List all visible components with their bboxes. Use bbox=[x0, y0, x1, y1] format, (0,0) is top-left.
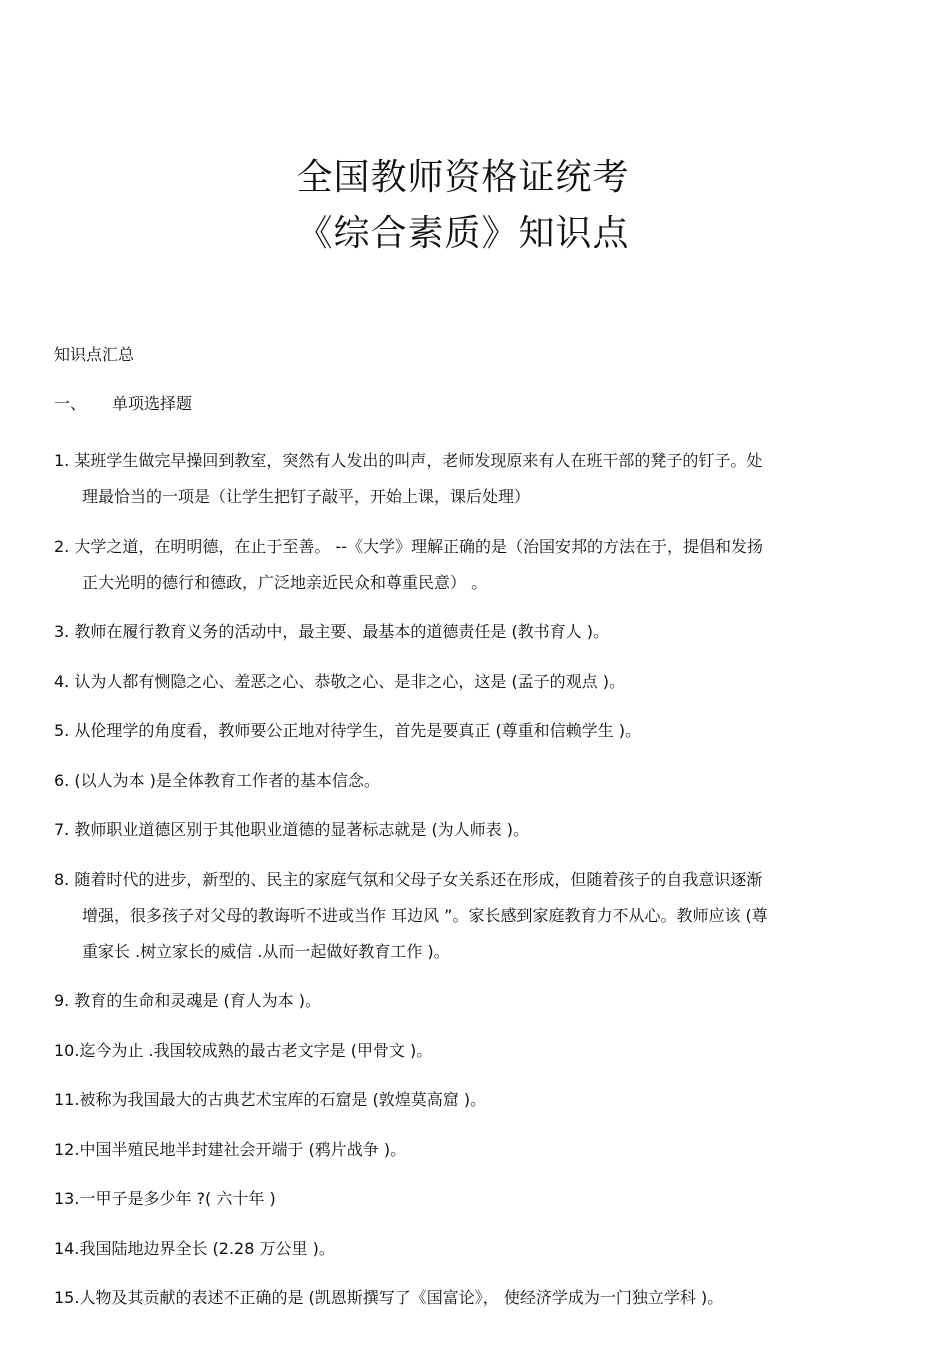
part-label: 单项选择题 bbox=[112, 394, 193, 413]
question-line: 重家长 .树立家长的威信 .从而一起做好教育工作 )。 bbox=[82, 941, 450, 961]
question-line: 3. 教师在履行教育义务的活动中，最主要、最基本的道德责任是 (教书育人 )。 bbox=[54, 622, 610, 641]
question-item bbox=[54, 529, 904, 601]
question-item bbox=[54, 664, 904, 700]
question-line: 1. 某班学生做完早操回到教室，突然有人发出的叫声，老师发现原来有人在班干部的凳子的钉子。处 bbox=[54, 451, 763, 470]
question-list bbox=[54, 443, 904, 1330]
question-line: 2. 大学之道，在明明德，在止于至善。 --《大学》理解正确的是（治国安邦的方法在于，提倡和发扬 bbox=[54, 536, 763, 556]
question-line: 8. 随着时代的进步，新型的、民主的家庭气氛和父母子女关系还在形成，但随着孩子的自我意识逐渐 bbox=[54, 869, 763, 889]
summary-heading: 知识点汇总 bbox=[54, 345, 135, 364]
question-item bbox=[54, 1231, 904, 1267]
question-item bbox=[54, 1280, 904, 1316]
question-line: 6. (以人为本 )是全体教育工作者的基本信念。 bbox=[54, 770, 380, 790]
question-item bbox=[54, 862, 904, 970]
question-item bbox=[54, 812, 904, 848]
question-item bbox=[54, 763, 904, 799]
question-item bbox=[54, 443, 904, 515]
question-item bbox=[54, 1132, 904, 1168]
question-line: 理最恰当的一项是（让学生把钉子敲平，开始上课，课后处理） bbox=[82, 487, 531, 506]
question-line: 10.迄今为止 .我国较成熟的最古老文字是 (甲骨文 )。 bbox=[54, 1040, 433, 1060]
question-line: 9. 教育的生命和灵魂是 (育人为本 )。 bbox=[54, 991, 322, 1010]
question-line: 11.被称为我国最大的古典艺术宝库的石窟是 (敦煌莫高窟 )。 bbox=[54, 1090, 487, 1109]
part-number: 一、 bbox=[54, 394, 87, 413]
question-item bbox=[54, 1181, 904, 1217]
question-line: 4. 认为人都有恻隐之心、羞恶之心、恭敬之心、是非之心，这是 (孟子的观点 )。 bbox=[54, 671, 626, 691]
question-item bbox=[54, 1082, 904, 1118]
document-title bbox=[0, 150, 926, 262]
title-line-2: 《综合素质》知识点 bbox=[296, 213, 630, 254]
question-line: 7. 教师职业道德区别于其他职业道德的显著标志就是 (为人师表 )。 bbox=[54, 820, 530, 839]
part-heading bbox=[54, 392, 192, 416]
question-line: 增强，很多孩子对父母的教诲听不进或当作 耳边风 ”。家长感到家庭教育力不从心。教师应该 (尊 bbox=[82, 905, 768, 925]
question-item bbox=[54, 983, 904, 1019]
question-line: 12.中国半殖民地半封建社会开端于 (鸦片战争 )。 bbox=[54, 1139, 407, 1159]
question-line: 正大光明的德行和德政，广泛地亲近民众和尊重民意） 。 bbox=[82, 572, 488, 592]
question-line: 5. 从伦理学的角度看，教师要公正地对待学生，首先是要真正 (尊重和信赖学生 )。 bbox=[54, 721, 642, 740]
question-line: 15.人物及其贡献的表述不正确的是 (凯恩斯撰写了《国富论》， 使经济学成为一门独立学科 )。 bbox=[54, 1288, 724, 1307]
question-item bbox=[54, 614, 904, 650]
question-line: 14.我国陆地边界全长 (2.28 万公里 )。 bbox=[54, 1238, 335, 1258]
question-item bbox=[54, 1033, 904, 1069]
question-line: 13.一甲子是多少年 ?( 六十年 ) bbox=[54, 1189, 276, 1208]
title-line-1: 全国教师资格证统考 bbox=[296, 157, 630, 198]
question-item bbox=[54, 713, 904, 749]
